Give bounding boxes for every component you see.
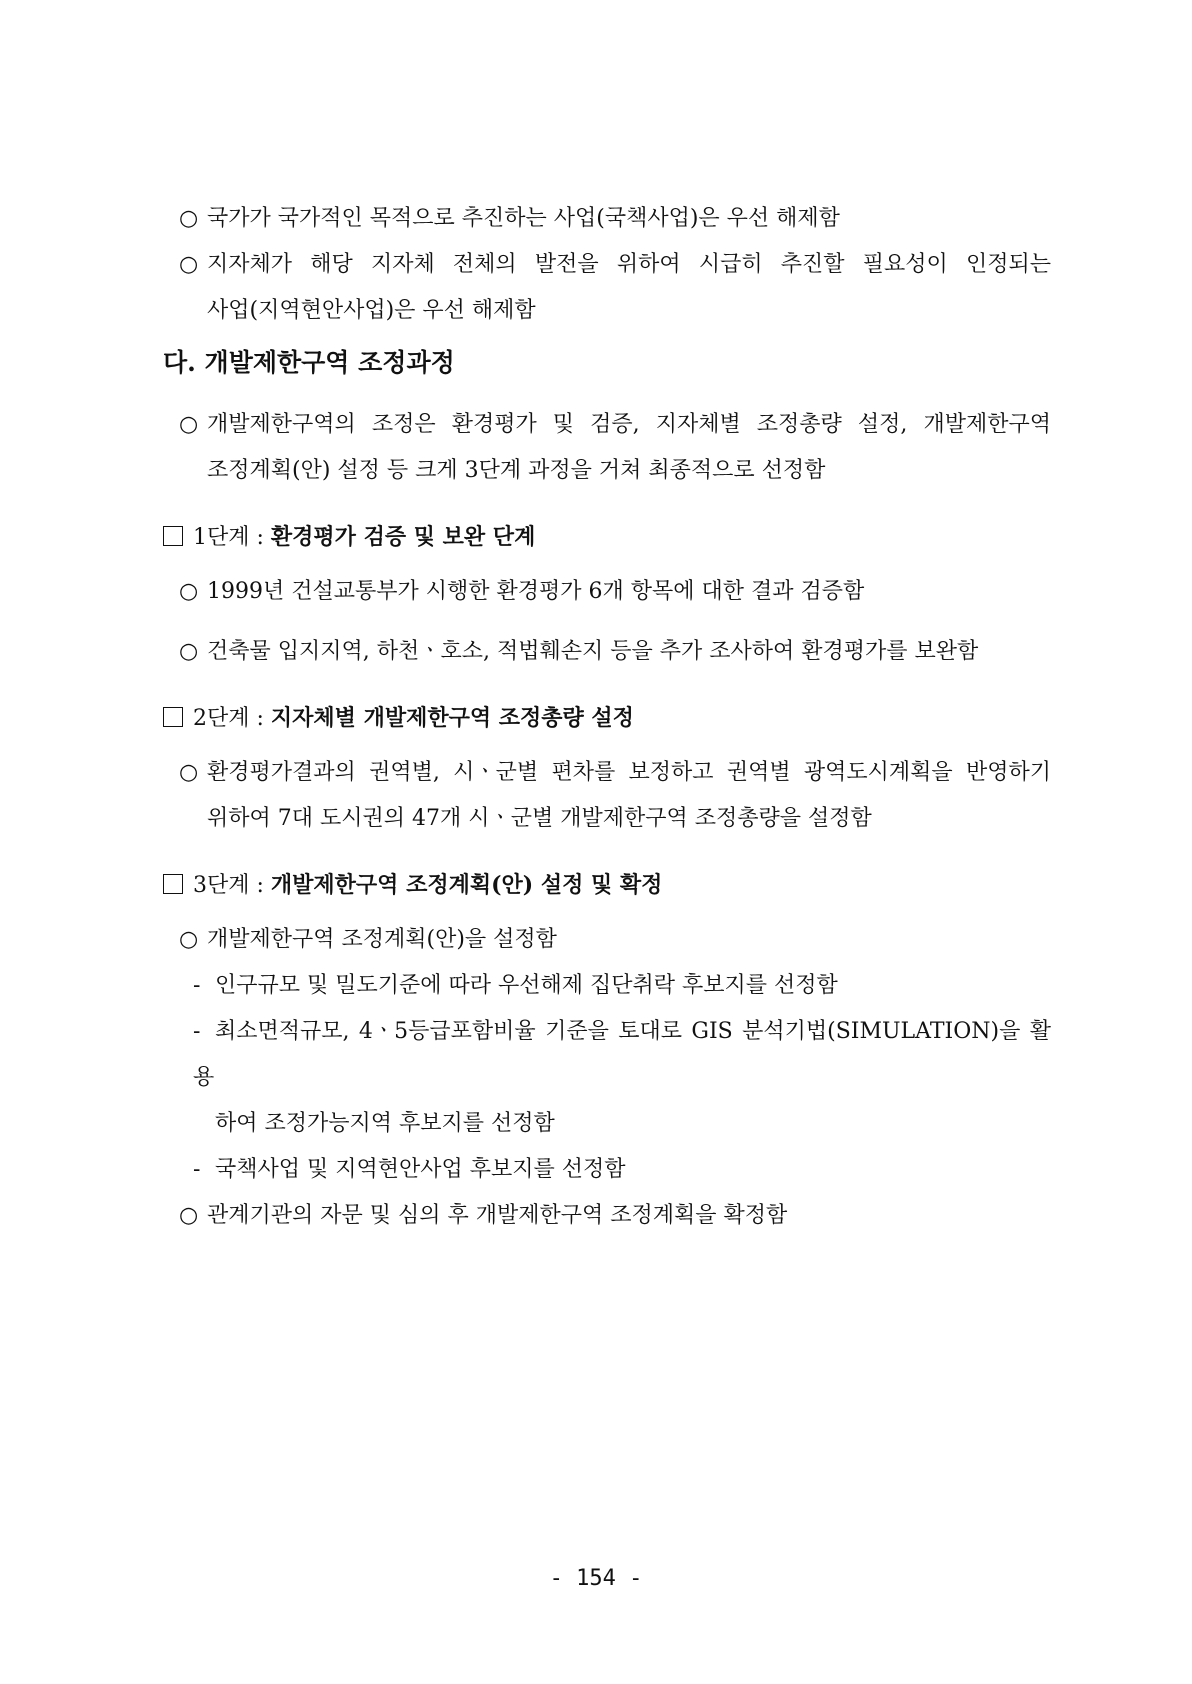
- document-body: [163, 196, 1051, 1239]
- step-2-item-1-text-line1: 환경평가결과의 권역별, 시ㆍ군별 편차를 보정하고 권역별 광역도시계획을 반영하기: [207, 760, 1051, 785]
- step-3-heading: [163, 862, 1051, 909]
- step-1-item-1: [163, 569, 1051, 615]
- step-2-item-1-line1: [163, 750, 1051, 796]
- dash-bullet-icon: -: [193, 1019, 201, 1044]
- intro-item-1-text: 국가가 국가적인 목적으로 추진하는 사업(국책사업)은 우선 해제함: [207, 206, 840, 231]
- intro-item-2: [163, 242, 1051, 334]
- circle-bullet-icon: ○: [179, 206, 199, 231]
- section-heading: 다. 개발제한구역 조정과정: [163, 348, 455, 377]
- intro-item-2-text-line2: 사업(지역현안사업)은 우선 해제함: [207, 298, 536, 323]
- step-1-label: 1단계 :: [193, 525, 271, 550]
- step-1-item-2-text: 건축물 입지지역, 하천ㆍ호소, 적법훼손지 등을 추가 조사하여 환경평가를 보완함: [207, 639, 979, 664]
- step-2-item-1-text-line2: 위하여 7대 도시권의 47개 시ㆍ군별 개발제한구역 조정총량을 설정함: [207, 806, 872, 831]
- step-3-subitem-3-text: 국책사업 및 지역현안사업 후보지를 선정함: [215, 1157, 626, 1182]
- step-3-item-2: [163, 1193, 1051, 1239]
- step-3-label: 3단계 :: [193, 873, 271, 898]
- step-3-item-2-text: 관계기관의 자문 및 심의 후 개발제한구역 조정계획을 확정함: [207, 1203, 788, 1228]
- step-3-title: 개발제한구역 조정계획(안) 설정 및 확정: [270, 872, 663, 898]
- intro-item-2-line1: [163, 242, 1051, 288]
- intro-item-1: [163, 196, 1051, 242]
- step-2-label: 2단계 :: [193, 706, 271, 731]
- step-3-subitem-3: [163, 1147, 1051, 1193]
- checkbox-square-icon: [163, 526, 183, 546]
- step-2-heading: [163, 695, 1051, 742]
- step-1-item-2: [163, 629, 1051, 675]
- checkbox-square-icon: [163, 707, 183, 727]
- step-3-item-1: [163, 917, 1051, 963]
- section-summary: [163, 402, 1051, 494]
- step-2-item-1: [163, 750, 1051, 842]
- circle-bullet-icon: ○: [179, 760, 199, 785]
- page-number: - 154 -: [549, 1566, 643, 1591]
- circle-bullet-icon: ○: [179, 579, 199, 604]
- circle-bullet-icon: ○: [179, 1203, 199, 1228]
- step-3-subitem-1: [163, 963, 1051, 1009]
- circle-bullet-icon: ○: [179, 927, 199, 952]
- step-3-subitem-2-text-line2: 하여 조정가능지역 후보지를 선정함: [215, 1111, 555, 1136]
- step-1-heading: [163, 514, 1051, 561]
- section-summary-text-line1: 개발제한구역의 조정은 환경평가 및 검증, 지자체별 조정총량 설정, 개발제한구역: [207, 412, 1051, 437]
- step-3-subitem-1-text: 인구규모 및 밀도기준에 따라 우선해제 집단취락 후보지를 선정함: [215, 973, 838, 998]
- circle-bullet-icon: ○: [179, 639, 199, 664]
- checkbox-square-icon: [163, 874, 183, 894]
- dash-bullet-icon: -: [193, 973, 201, 998]
- circle-bullet-icon: ○: [179, 412, 199, 437]
- intro-item-2-text-line1: 지자체가 해당 지자체 전체의 발전을 위하여 시급히 추진할 필요성이 인정되는: [207, 252, 1051, 277]
- step-1-item-1-text: 1999년 건설교통부가 시행한 환경평가 6개 항목에 대한 결과 검증함: [207, 579, 865, 604]
- step-3-subitem-2-text-line1: 최소면적규모, 4ㆍ5등급포함비율 기준을 토대로 GIS 분석기법(SIMULATION)을 활용: [193, 1019, 1051, 1090]
- dash-bullet-icon: -: [193, 1157, 201, 1182]
- step-3-subitem-2-line1: [163, 1009, 1051, 1101]
- step-3-item-1-text: 개발제한구역 조정계획(안)을 설정함: [207, 927, 557, 952]
- step-2-title: 지자체별 개발제한구역 조정총량 설정: [270, 705, 634, 731]
- circle-bullet-icon: ○: [179, 252, 199, 277]
- section-summary-text-line2: 조정계획(안) 설정 등 크게 3단계 과정을 거쳐 최종적으로 선정함: [207, 458, 826, 483]
- step-1-title: 환경평가 검증 및 보완 단계: [270, 524, 536, 550]
- step-3-subitem-2: [163, 1009, 1051, 1147]
- section-summary-line1: [163, 402, 1051, 448]
